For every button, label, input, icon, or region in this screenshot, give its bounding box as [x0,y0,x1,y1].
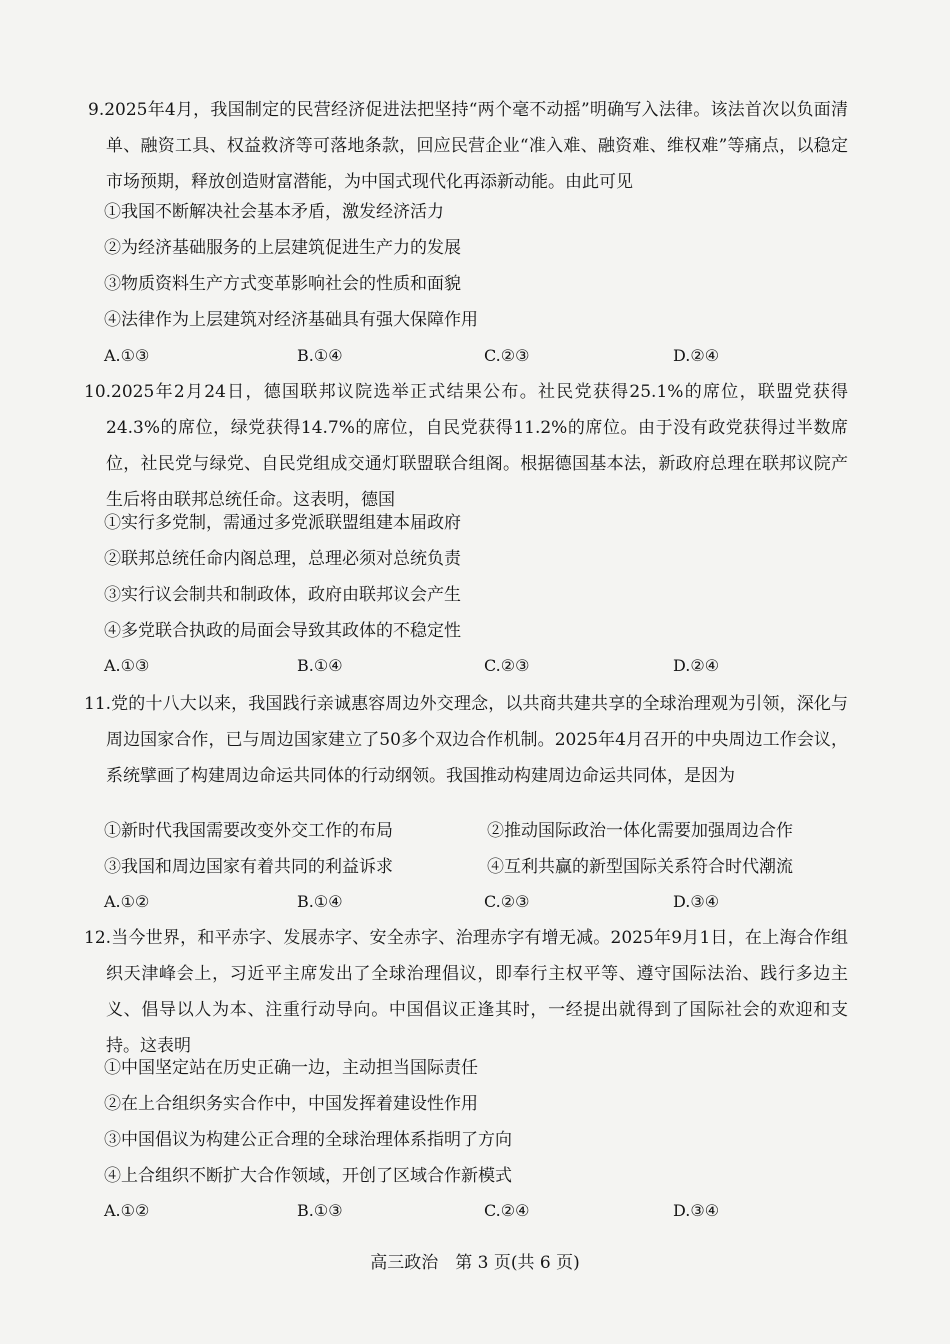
question-12-statement-4: ④上合组织不断扩大合作领域，开创了区域合作新模式 [104,1166,512,1186]
question-10-choice-d: D.②④ [673,656,720,675]
question-10-choice-c: C.②③ [484,656,530,675]
question-12-statement-2: ②在上合组织务实合作中，中国发挥着建设性作用 [104,1094,478,1114]
question-10-statement-1: ①实行多党制，需通过多党派联盟组建本届政府 [104,513,461,533]
question-12-choice-c: C.②④ [484,1201,530,1220]
question-9-stem: 9.2025年4月，我国制定的民营经济促进法把坚持“两个毫不动摇”明确写入法律。该法首次以负面清单、融资工具、权益救济等可落地条款，回应民营企业“准入难、融资难、维权难”等痛点，以稳定市场预期，释放创造财富潜能，为中国式现代化再添新动能。由此可见 [88,100,848,192]
question-12-choice-d: D.③④ [673,1201,720,1220]
page-footer: 高三政治 第 3 页(共 6 页) [370,1253,580,1273]
question-11-choice-d: D.③④ [673,892,720,911]
question-12-stem: 12.当今世界，和平赤字、发展赤字、安全赤字、治理赤字有增无减。2025年9月1日，在上海合作组织天津峰会上，习近平主席发出了全球治理倡议，即奉行主权平等、遵守国际法治、践行多边主义、倡导以人为本、注重行动导向。中国倡议正逢其时，一经提出就得到了国际社会的欢迎和支持。这表明 [84,928,848,1056]
question-10-choice-b: B.①④ [297,656,343,675]
question-11-choice-b: B.①④ [297,892,343,911]
question-11-choice-a: A.①② [104,892,150,911]
question-11-statement-2: ②推动国际政治一体化需要加强周边合作 [487,821,793,841]
question-11-statement-4: ④互利共赢的新型国际关系符合时代潮流 [487,857,793,877]
question-9-statement-4: ④法律作为上层建筑对经济基础具有强大保障作用 [104,310,478,330]
question-9-choice-d: D.②④ [673,346,720,365]
question-11-stem: 11.党的十八大以来，我国践行亲诚惠容周边外交理念，以共商共建共享的全球治理观为引领，深化与周边国家合作，已与周边国家建立了50多个双边合作机制。2025年4月召开的中央周边工作会议，系统擘画了构建周边命运共同体的行动纲领。我国推动构建周边命运共同体，是因为 [84,694,848,786]
question-9-statement-2: ②为经济基础服务的上层建筑促进生产力的发展 [104,238,461,258]
question-9-choice-b: B.①④ [297,346,343,365]
question-11-statement-1: ①新时代我国需要改变外交工作的布局 [104,821,393,841]
question-9-statement-1: ①我国不断解决社会基本矛盾，激发经济活力 [104,202,444,222]
question-12-choice-b: B.①③ [297,1201,343,1220]
question-11-choice-c: C.②③ [484,892,530,911]
question-10-statement-2: ②联邦总统任命内阁总理，总理必须对总统负责 [104,549,461,569]
question-12-statement-1: ①中国坚定站在历史正确一边，主动担当国际责任 [104,1058,478,1078]
question-10-statement-3: ③实行议会制共和制政体，政府由联邦议会产生 [104,585,461,605]
question-9-choice-a: A.①③ [104,346,150,365]
question-10-choice-a: A.①③ [104,656,150,675]
question-10-stem: 10.2025年2月24日，德国联邦议院选举正式结果公布。社民党获得25.1%的席位，联盟党获得24.3%的席位，绿党获得14.7%的席位，自民党获得11.2%的席位。由于没有政党获得过半数席位，社民党与绿党、自民党组成交通灯联盟联合组阁。根据德国基本法，新政府总理在联邦议院产生后将由联邦总统任命。这表明，德国 [84,382,848,510]
question-9-statement-3: ③物质资料生产方式变革影响社会的性质和面貌 [104,274,461,294]
question-12-choice-a: A.①② [104,1201,150,1220]
question-10-statement-4: ④多党联合执政的局面会导致其政体的不稳定性 [104,621,461,641]
question-11-statement-3: ③我国和周边国家有着共同的利益诉求 [104,857,393,877]
question-9-choice-c: C.②③ [484,346,530,365]
question-12-statement-3: ③中国倡议为构建公正合理的全球治理体系指明了方向 [104,1130,512,1150]
